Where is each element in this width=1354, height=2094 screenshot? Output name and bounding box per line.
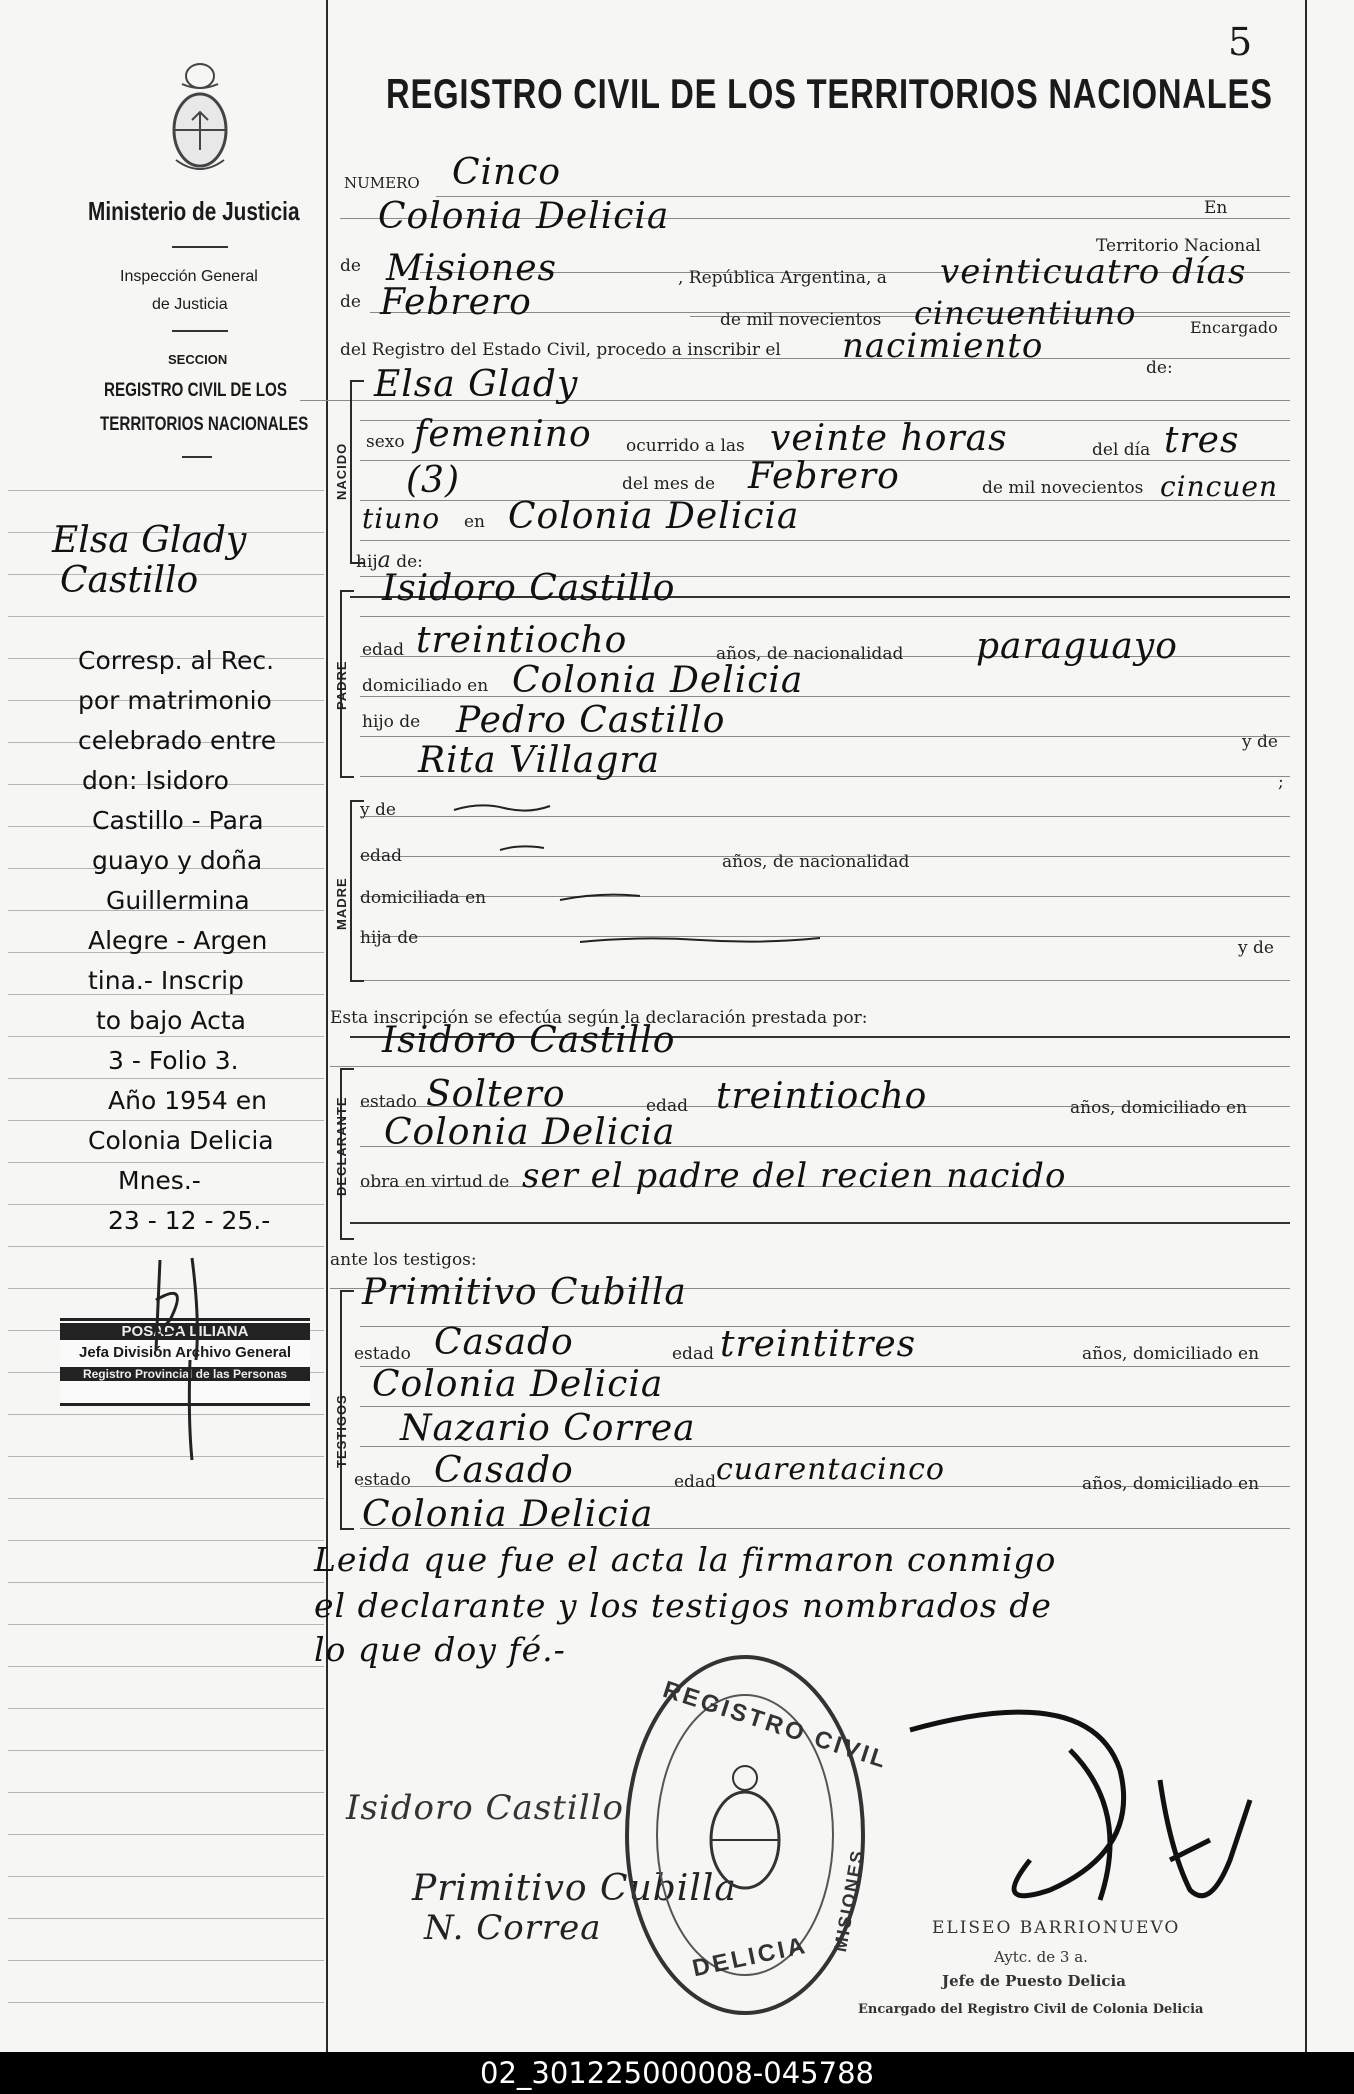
sexo-value: femenino <box>414 414 592 455</box>
madre-domicilio-label: domiciliada en <box>360 888 487 908</box>
sidebar-rule-line <box>8 1624 324 1625</box>
anio-value-1: cincuen <box>1160 470 1278 503</box>
dia-number: (3) <box>406 460 460 501</box>
padre-name-value: Isidoro Castillo <box>382 568 676 609</box>
madre-dash-marks <box>440 796 1000 956</box>
sidebar-divider-2 <box>172 330 228 332</box>
annotation-line: 3 - Folio 3. <box>108 1046 239 1075</box>
form-rule-line <box>330 1066 1290 1067</box>
form-rule-line <box>360 540 1290 541</box>
inspection-line1: Inspección General <box>120 268 258 285</box>
sidebar-rule-line <box>8 1960 324 1961</box>
page-number: 5 <box>1228 20 1253 64</box>
declarante-domicilio-value: Colonia Delicia <box>384 1112 676 1153</box>
sidebar-rule-line <box>8 1708 324 1709</box>
image-id-footer: 02_301225000008-045788 <box>0 2052 1354 2094</box>
sidebar-rule-line <box>8 1750 324 1751</box>
sidebar-rule-line <box>8 1876 324 1877</box>
padre-domicilio-label: domiciliado en <box>362 676 489 696</box>
sidebar-rule-line <box>8 616 324 617</box>
annotation-line: Castillo - Para <box>92 806 264 835</box>
section-line2: TERRITORIOS NACIONALES <box>100 414 309 435</box>
padre-hijo-de-label: hijo de <box>362 712 421 732</box>
right-margin-line <box>1305 0 1307 2052</box>
dia-value: tres <box>1164 420 1240 461</box>
numero-label: NUMERO <box>344 174 420 192</box>
sidebar-rule-line <box>8 1834 324 1835</box>
form-rule-line <box>360 616 1290 617</box>
ocurrido-label: ocurrido a las <box>626 436 745 456</box>
annotation-line: 23 - 12 - 25.- <box>108 1206 271 1235</box>
testigo2-edad-label: edad <box>674 1472 716 1492</box>
annotation-line: don: Isidoro <box>82 766 229 795</box>
official-signature <box>870 1690 1270 1930</box>
testigos-intro-label: ante los testigos: <box>330 1250 477 1270</box>
form-rule-line <box>360 500 1290 501</box>
testigo1-domicilio-label: años, domiciliado en <box>1082 1344 1260 1364</box>
madre-nacionalidad-label: años, de nacionalidad <box>722 852 910 872</box>
declarante-intro-label: Esta inscripción se efectúa según la declaración prestada por: <box>330 1008 868 1028</box>
sidebar-divider-1 <box>172 246 228 248</box>
hijo-label-text: hij <box>356 552 378 572</box>
stamp-line1: POSADA LILIANA <box>60 1323 310 1340</box>
sidebar-rule-line <box>8 1120 324 1121</box>
nacido-bracket <box>350 380 364 564</box>
ministry-label: Ministerio de Justicia <box>88 196 300 226</box>
declarante-obra-label: obra en virtud de <box>360 1172 510 1192</box>
testigo1-edad-value: treintitres <box>720 1324 917 1365</box>
padre-nacionalidad-label: años, de nacionalidad <box>716 644 904 664</box>
signature-declarante: Isidoro Castillo <box>346 1788 625 1828</box>
section-line1: REGISTRO CIVIL DE LOS <box>104 380 287 401</box>
de-label-2: de <box>340 292 361 312</box>
annotation-line: Guillermina <box>106 886 250 915</box>
padre-domicilio-value: Colonia Delicia <box>512 660 804 701</box>
sidebar-signature-scribble <box>130 1240 250 1470</box>
document-title: REGISTRO CIVIL DE LOS TERRITORIOS NACIONALES <box>386 70 1273 117</box>
official-line3: Jefe de Puesto Delicia <box>942 1972 1126 1990</box>
testigo2-domicilio-value: Colonia Delicia <box>362 1494 654 1535</box>
testigo1-domicilio-value: Colonia Delicia <box>372 1364 664 1405</box>
padre-label: PADRE <box>334 660 349 710</box>
stamp-line2: Jefa División Archivo General <box>78 1344 292 1361</box>
de-label-3: de: <box>1146 358 1173 378</box>
coat-of-arms-icon <box>162 60 238 180</box>
seal-outer-text: REGISTRO CIVIL <box>659 1676 892 1775</box>
testigo1-estado-value: Casado <box>434 1322 574 1363</box>
signature-testigo2: N. Correa <box>424 1908 602 1948</box>
closing-line2: el declarante y los testigos nombrados de <box>314 1586 1052 1625</box>
nacido-en-label: en <box>464 512 486 532</box>
sidebar-rule-line <box>8 1540 324 1541</box>
territorio-label: Territorio Nacional <box>1096 236 1261 256</box>
day-value: veinticuatro días <box>940 252 1247 292</box>
en-label: En <box>1204 198 1228 218</box>
declarante-name-value: Isidoro Castillo <box>382 1020 676 1061</box>
annotation-line: Corresp. al Rec. <box>78 646 275 675</box>
official-line2: Aytc. de 3 a. <box>994 1948 1088 1966</box>
sidebar-rule-line <box>8 1078 324 1079</box>
de-label-1: de <box>340 256 361 276</box>
sidebar-rule-line <box>8 1582 324 1583</box>
hijo-suffix: a <box>377 548 391 573</box>
declarante-edad-value: treintiocho <box>716 1076 928 1117</box>
annotation-line: Alegre - Argen <box>88 926 268 955</box>
testigos-label: TESTIGOS <box>334 1394 349 1468</box>
signature-testigo1: Primitivo Cubilla <box>412 1868 737 1909</box>
madre-y-de-label: y de <box>360 800 396 820</box>
lugar-value: Colonia Delicia <box>508 496 800 537</box>
padre-semicolon: ; <box>1278 772 1284 792</box>
official-line4: Encargado del Registro Civil de Colonia Delicia <box>858 2002 1204 2017</box>
sidebar-rule-line <box>8 1918 324 1919</box>
nacido-label: NACIDO <box>334 442 349 500</box>
sidebar-rule-line <box>8 1498 324 1499</box>
seal-side-text: MISIONES <box>830 1847 868 1954</box>
act-value: nacimiento <box>842 326 1044 366</box>
annotation-line: por matrimonio <box>78 686 272 715</box>
sidebar-rule-line <box>8 1036 324 1037</box>
sidebar-name-line2: Castillo <box>60 560 199 601</box>
mes-label: del mes de <box>622 474 716 494</box>
name-value: Elsa Glady <box>374 364 579 405</box>
annotation-line: guayo y doña <box>92 846 263 875</box>
annotation-line: Colonia Delicia <box>88 1126 274 1155</box>
seal-bottom-text: DELICIA <box>690 1931 811 1983</box>
padre-father-value: Pedro Castillo <box>456 700 726 741</box>
anio-value-2: tiuno <box>362 502 441 535</box>
year-value: cincuentiuno <box>914 294 1137 332</box>
padre-mother-value: Rita Villagra <box>418 740 661 781</box>
sidebar-rule-line <box>8 490 324 491</box>
declarante-estado-value: Soltero <box>426 1074 566 1115</box>
hijo-de-label: de: <box>396 552 423 572</box>
form-rule-line <box>360 696 1290 697</box>
stamp-line3: Registro Provincial de las Personas <box>60 1367 310 1381</box>
place-value: Colonia Delicia <box>378 196 670 237</box>
mes-value: Febrero <box>748 456 900 497</box>
numero-value: Cinco <box>452 152 562 193</box>
annotation-line: Año 1954 en <box>108 1086 267 1115</box>
sexo-label: sexo <box>366 432 405 452</box>
sidebar-name-line1: Elsa Glady <box>52 520 247 561</box>
republica-label: , República Argentina, a <box>678 268 887 288</box>
form-section-divider <box>350 1222 1290 1224</box>
sidebar-rule-line <box>8 2002 324 2003</box>
official-name: ELISEO BARRIONUEVO <box>932 1918 1181 1938</box>
declarante-estado-label: estado <box>360 1092 417 1112</box>
testigo1-edad-label: edad <box>672 1344 714 1364</box>
sidebar-rule-line <box>8 1204 324 1205</box>
testigo1-name-value: Primitivo Cubilla <box>362 1272 687 1313</box>
testigo1-estado-label: estado <box>354 1344 411 1364</box>
left-margin-line <box>326 0 328 2052</box>
padre-y-de-label: y de <box>1242 732 1278 752</box>
sidebar-rule-line <box>8 1792 324 1793</box>
sidebar-rule-line <box>8 1162 324 1163</box>
form-rule-line <box>360 1406 1290 1407</box>
mil-label: de mil novecientos <box>720 310 882 330</box>
encargado-label: Encargado <box>1190 318 1278 337</box>
madre-y-de-label-2: y de <box>1238 938 1274 958</box>
madre-edad-label: edad <box>360 846 402 866</box>
padre-edad-value: treintiocho <box>416 620 628 661</box>
nacido-mil-label: de mil novecientos <box>982 478 1144 498</box>
sidebar-rule-line <box>8 1666 324 1667</box>
declarante-edad-label: edad <box>646 1096 688 1116</box>
form-rule-line <box>360 980 1290 981</box>
declarante-domicilio-label: años, domiciliado en <box>1070 1098 1248 1118</box>
annotation-line: celebrado entre <box>78 726 277 755</box>
annotation-line: tina.- Inscrip <box>88 966 244 995</box>
declarante-label: DECLARANTE <box>334 1096 349 1196</box>
registro-label: del Registro del Estado Civil, procedo a inscribir el <box>340 340 781 360</box>
declarante-obra-value: ser el padre del recien nacido <box>522 1156 1067 1196</box>
testigo2-domicilio-label: años, domiciliado en <box>1082 1474 1260 1494</box>
inspection-line2: de Justicia <box>152 296 228 313</box>
testigo2-estado-label: estado <box>354 1470 411 1490</box>
madre-hija-de-label: hija de <box>360 928 419 948</box>
closing-line1: Leida que fue el acta la firmaron conmigo <box>314 1540 1057 1579</box>
testigo2-estado-value: Casado <box>434 1450 574 1491</box>
madre-label: MADRE <box>334 877 349 930</box>
padre-edad-label: edad <box>362 640 404 660</box>
del-dia-label: del día <box>1092 440 1151 460</box>
sidebar-divider-3 <box>182 456 212 458</box>
padre-nacionalidad-value: paraguayo <box>976 626 1178 667</box>
month-value: Febrero <box>380 282 532 323</box>
testigo2-name-value: Nazario Correa <box>400 1408 696 1449</box>
annotation-line: to bajo Acta <box>96 1006 246 1035</box>
closing-line3: lo que doy fé.- <box>314 1630 566 1669</box>
annotation-line: Mnes.- <box>118 1166 201 1195</box>
hora-value: veinte horas <box>770 418 1008 459</box>
testigo2-edad-value: cuarentacinco <box>716 1452 945 1487</box>
territory-value: Misiones <box>386 248 558 289</box>
section-label: SECCION <box>168 352 228 367</box>
